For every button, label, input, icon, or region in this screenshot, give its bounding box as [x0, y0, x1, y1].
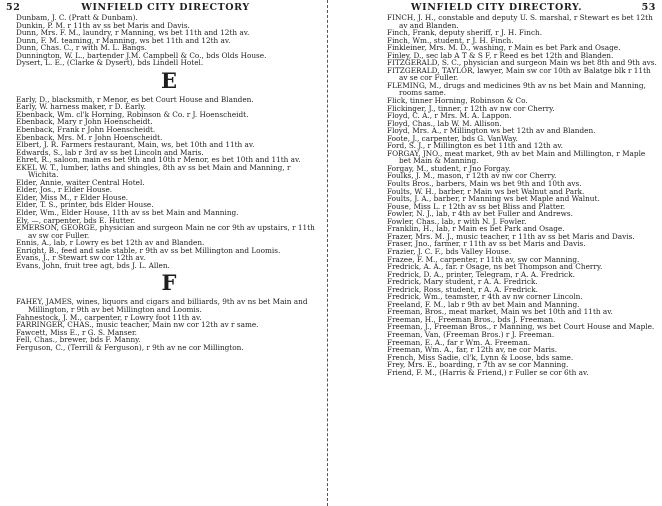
left-page-header-title: WINFIELD CITY DIRECTORY	[81, 2, 250, 13]
right-page-number: 53	[641, 2, 656, 13]
section-e-entries	[16, 96, 322, 270]
directory-entry: FLEMING, M., drugs and medicines 9th av ns bet Main and Manning, rooms same.	[387, 80, 646, 98]
directory-entry: Fahnestock, J. M., carpenter, r Lowry foot 11th av.	[16, 312, 202, 322]
directory-entry: Foults Bros., barbers, Main ws bet 9th and 10th avs.	[387, 179, 582, 189]
directory-entry: Elder, Miss M., r Elder House.	[16, 192, 129, 202]
directory-entry: Freeland, F. M., lab r 9th av bet Main and Manning.	[387, 299, 580, 309]
directory-entry: Ebenback, Mrs. M. r John Hoenscheidt.	[16, 132, 163, 142]
directory-entry: Finch, Wm., student, r J. H. Finch.	[387, 35, 514, 45]
directory-entry: Ferguson, C., (Terrill & Ferguson), r 9th av ne cor Millington.	[16, 342, 244, 352]
directory-entry: Fredrick, Mary student, r A. A. Fredrick.	[387, 277, 538, 287]
directory-entry: Freeman, H., Freeman Bros., bds J. Freeman.	[387, 314, 556, 324]
right-entries-list	[387, 14, 659, 376]
directory-entry: Dysert, L. E., (Clarke & Dysert), bds Lindell Hotel.	[16, 58, 204, 68]
entries-before-e	[16, 14, 322, 67]
directory-entry: Floyd, C. A., r Mrs. M. A. Lappon.	[387, 111, 512, 121]
directory-entry: Elder, Annie, waiter Central Hotel.	[16, 177, 145, 187]
directory-entry: Fouse, Miss L. r 12th av ss bet Bliss and Platter.	[387, 201, 566, 211]
directory-entry: Fowler, N. J., lab, r 4th av bet Fuller and Andrews.	[387, 209, 573, 219]
right-page	[331, 0, 662, 506]
directory-entry: Foulks, J. M., mason, r 12th av nw cor Cherry.	[387, 171, 557, 181]
directory-entry: Finkleiner, Mrs. M. D., washing, r Main es bet Park and Osage.	[387, 43, 621, 53]
directory-entry: Foote, J., carpenter, bds G. VanWay.	[387, 133, 518, 143]
directory-entry: Evans, John, fruit tree agt, bds J. L. Allen.	[16, 260, 170, 270]
directory-entry: Dunnington, W. L., bartender J.M. Campbell & Co., bds Olds House.	[16, 50, 267, 60]
directory-entry: Early, W. harness maker, r D. Early.	[16, 102, 146, 112]
directory-entry: Floyd, Mrs. A., r Millington ws bet 12th av and Blanden.	[387, 126, 596, 136]
directory-entry: Franklin, H., lab, r Main es bet Park and Osage.	[387, 224, 565, 234]
directory-entry: Dunbam, J. C. (Pratt & Dunbam).	[16, 13, 138, 22]
section-letter-f: F	[161, 270, 177, 296]
directory-entry: Dunkin, P. M. r 11th av ss bet Maris and Davis.	[16, 20, 190, 30]
directory-entry: Ehret, R., saloon, main es bet 9th and 10th r Menor, es bet 10th and 11th av.	[16, 155, 301, 165]
directory-entry: Fell, Chas., brewer, bds F. Manny.	[16, 335, 141, 345]
directory-entry: EKEL W. T., lumber, laths and shingles, 8th av ss bet Main and Manning, r Wichita.	[16, 162, 291, 180]
directory-entry: Freeman, Bros., meat market, Main ws bet 10th and 11th av.	[387, 307, 613, 317]
directory-entry: Freeman, E. A., far r Wm. A. Freeman.	[387, 337, 531, 347]
directory-entry: Elder, Wm., Elder House, 11th av ss bet Main and Manning.	[16, 208, 239, 218]
directory-entry: Floyd, Chas., lab W. M. Allison.	[387, 118, 502, 128]
right-page-entries	[387, 14, 659, 376]
directory-entry: Ebenback, Wm. cl'k Horning, Robinson & Co. r J. Hoenscheidt.	[16, 109, 249, 119]
directory-entry: Fredrick, A. A., far. r Osage, ns bet Thompson and Cherry.	[387, 262, 603, 272]
directory-entry: Ebenback, Frank r John Hoenscheidt.	[16, 125, 156, 135]
directory-entry: Fowler, Chas., lab, r with N. J. Fowler.	[387, 216, 527, 226]
directory-entry: Elder, T. S., printer, bds Elder House.	[16, 200, 154, 210]
directory-entry: Frazee, F. M., carpenter, r 11th av, sw cor Manning.	[387, 254, 580, 264]
directory-entry: Freeman, Van, (Freeman Bros.) r J. Freeman.	[387, 329, 555, 339]
page-gutter-divider	[327, 0, 328, 506]
directory-entry: Early, D., blacksmith, r Menor, es bet Court House and Blanden.	[16, 94, 254, 104]
directory-entry: Frazier, J. C. F., bds Valley House.	[387, 246, 512, 256]
directory-entry: EMERSON, GEORGE, physician and surgeon Main ne cor 9th av upstairs, r 11th av sw cor Fuller.	[16, 223, 315, 240]
directory-entry: Freeman, Wm. A., far, r 12th av, ne cor Maris.	[387, 345, 558, 355]
left-page-entries	[16, 14, 322, 351]
directory-entry: Foults, J. A., barber, r Manning ws bet Maple and Walnut.	[387, 194, 600, 204]
directory-entry: Ford, S. J., r Millington es bet 11th and 12th av.	[387, 141, 563, 151]
directory-entry: Elbert, J. R. Farmers restaurant, Main, ws, bet 10th and 11th av.	[16, 140, 255, 150]
directory-entry: FAHEY, JAMES, wines, liquors and cigars and billiards, 9th av ns bet Main and Millington, r 9th av bet Millington and Loomis.	[16, 297, 308, 314]
directory-entry: Fawcett, Miss E., r G. S. Manser.	[16, 327, 137, 337]
directory-entry: Finch, Frank, deputy sheriff, r J. H. Finch.	[387, 28, 543, 38]
directory-entry: Fraser, Jno., farmer, r 11th av ss bet Maris and Davis.	[387, 239, 586, 249]
directory-entry: Finley, D., sec lab A T & S F, r Reed es bet 12th and Blanden.	[387, 50, 614, 60]
directory-entry: FARRINGER, CHAS., music teacher, Main nw cor 12th av r same.	[16, 320, 259, 330]
directory-entry: Frazer, Mrs. M. J., music teacher, r 11th av ss bet Maris and Davis.	[387, 231, 635, 241]
directory-entry: Friend, F. M., (Harris & Friend,) r Fuller se cor 6th av.	[387, 367, 589, 377]
directory-entry: Freeman, J., Freeman Bros., r Manning, ws bet Court House and Maple.	[387, 322, 655, 332]
directory-entry: French, Miss Sadie, cl'k, Lynn & Loose, bds same.	[387, 352, 574, 362]
directory-entry: FINCH, J. H., constable and deputy U. S. marshal, r Stewart es bet 12th av and Blanden.	[387, 13, 653, 30]
directory-entry: Forgay, M., student, r Jno Forgay.	[387, 163, 511, 173]
directory-entry: Dunn, Chas. C., r with M. L. Bangs.	[16, 43, 147, 53]
directory-entry: Foults, W. H., barber, r Main ws bet Walnut and Park.	[387, 186, 585, 196]
directory-entry: FITZGERALD, TAYLOR, lawyer, Main sw cor 10th av Balatge blk r 11th av se cor Fuller.	[387, 65, 651, 83]
directory-entry: Ely, —, carpenter, bds E. Hutter.	[16, 215, 136, 225]
directory-entry: Fredrick, Ross, student, r A. A. Fredrick.	[387, 284, 538, 294]
directory-entry: Dunn, F. M. teaming, r Manning, ws bet 11th and 12th av.	[16, 35, 231, 45]
directory-entry: Fredrick, D. A., printer, Telegram, r A. A. Fredrick.	[387, 269, 575, 279]
directory-entry: Ebenback, Mary r John Hoenscheidt.	[16, 117, 153, 127]
directory-entry: FITZGERALD, S. C., physician and surgeon Main ws bet 8th and 9th avs.	[387, 58, 657, 68]
directory-entry: Flick, tinner Horning, Robinson & Co.	[387, 96, 528, 106]
directory-entry: Dunn, Mrs. F. M., laundry, r Manning, ws bet 11th and 12th av.	[16, 28, 250, 38]
right-page-header-title: WINFIELD CITY DIRECTORY.	[410, 2, 583, 13]
directory-entry: Enright, B., feed and sale stable, r 9th av ss bet Millington and Loomis.	[16, 245, 281, 255]
directory-entry: FORGAY, JNO., meat market, 9th av bet Main and Millington, r Maple bet Main & Manning.	[387, 148, 646, 166]
directory-entry: Flickinger, J., tinner, r 12th av nw cor Cherry.	[387, 103, 555, 113]
section-letter-e: E	[160, 67, 177, 93]
directory-entry: Evans, J., r Stewart sw cor 12th av.	[16, 253, 146, 263]
directory-entry: Elder, Jos., r Elder House.	[16, 185, 113, 195]
directory-entry: Fredrick, Wm., teamster, r 4th av nw corner Lincoln.	[387, 292, 583, 302]
directory-entry: Edwards, S., lab r 3rd av ss bet Lincoln and Maris.	[16, 147, 204, 157]
directory-entry: Frey, Mrs. E., boarding, r 7th av se cor Manning.	[387, 360, 569, 370]
left-page-number: 52	[6, 2, 21, 13]
directory-entry: Ennis, A., lab, r Lowry es bet 12th av and Blanden.	[16, 238, 205, 248]
section-f-entries	[16, 298, 322, 351]
